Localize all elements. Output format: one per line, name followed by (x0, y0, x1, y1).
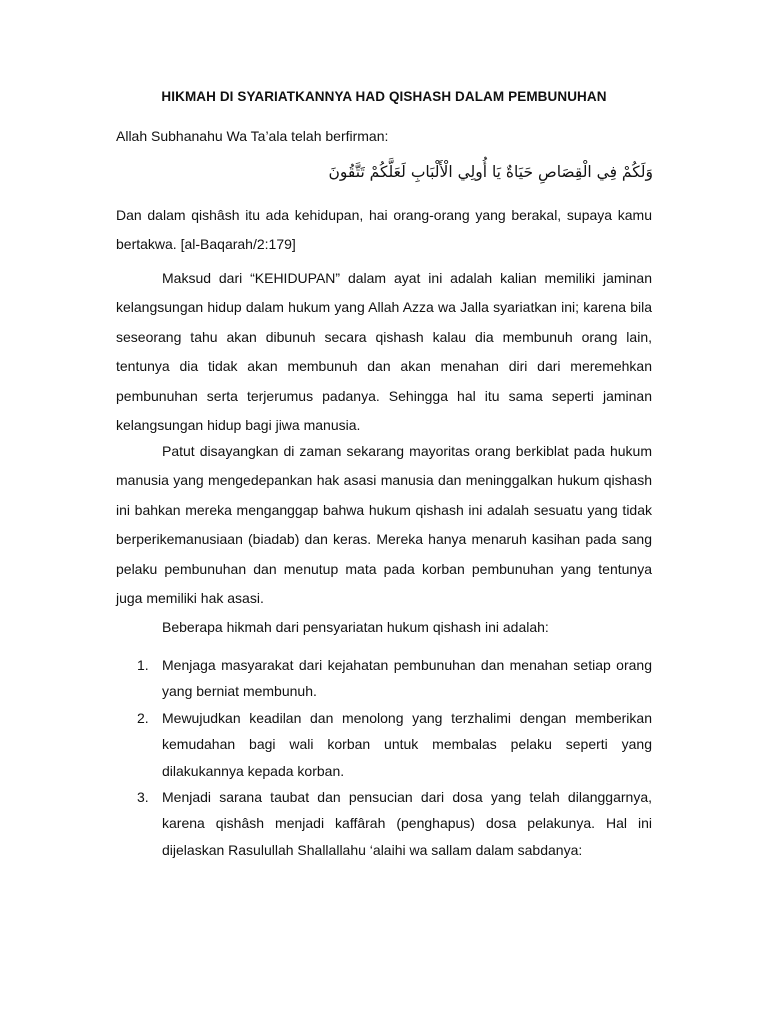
list-item-number: 1. (137, 657, 149, 673)
list-item-text: Menjadi sarana taubat dan pensucian dari dosa yang telah dilanggarnya, karena qishâsh menjadi kaffârah (penghapus) dosa pelakunya. Hal ini dijelaskan Rasulullah Shallallahu ‘alaihi wa sallam dalam sabdanya: (162, 789, 652, 858)
paragraph-maksud: Maksud dari “KEHIDUPAN” dalam ayat ini adalah kalian memiliki jaminan kelangsungan hidup dalam hukum yang Allah Azza wa Jalla syariatkan ini; karena bila seseorang tahu akan dibunuh secara qishash kalau dia membunuh orang lain, tentunya dia tidak akan membunuh dan akan menahan diri dari meremehkan pembunuhan serta terjerumus padanya. Sehingga hal itu sama seperti jaminan kelangsungan hidup bagi jiwa manusia. (116, 270, 652, 434)
list-item-number: 3. (137, 789, 149, 806)
intro-text: Allah Subhanahu Wa Ta’ala telah berfirman: (116, 128, 389, 144)
paragraph-patut: Patut disayangkan di zaman sekarang mayoritas orang berkiblat pada hukum manusia yang mengedepankan hak asasi manusia dan meninggalkan hukum qishash ini bahkan mereka menganggap bahwa hukum qishash ini adalah sesuatu yang tidak berperikemanusiaan (biadab) dan keras. Mereka hanya menaruh kasihan pada sang pelaku pembunuhan dan menutup mata pada korban pembunuhan yang tentunya juga memiliki hak asasi. (116, 443, 652, 607)
arabic-verse: وَلَكُمْ فِي الْقِصَاصِ حَيَاةٌ يَا أُولِي الْأَلْبَابِ لَعَلَّكُمْ تَتَّقُونَ (328, 163, 653, 181)
list-item (116, 784, 652, 863)
list-item (116, 705, 652, 784)
list-item-text: Mewujudkan keadilan dan menolong yang terzhalimi dengan memberikan kemudahan bagi wali korban untuk membalas pelaku seperti yang dilakukannya kepada korban. (162, 709, 652, 779)
document-title: HIKMAH DI SYARIATKANNYA HAD QISHASH DALAM PEMBUNUHAN (161, 89, 607, 104)
list-item (116, 652, 652, 705)
list-item-number: 2. (137, 709, 149, 726)
list-item-text: Menjaga masyarakat dari kejahatan pembunuhan dan menahan setiap orang yang berniat membunuh. (162, 657, 652, 700)
hikmah-list (116, 652, 652, 863)
paragraph-beberapa: Beberapa hikmah dari pensyariatan hukum qishash ini adalah: (162, 619, 549, 635)
verse-translation: Dan dalam qishâsh itu ada kehidupan, hai orang-orang yang berakal, supaya kamu bertakwa. [al-Baqarah/2:179] (116, 207, 652, 253)
